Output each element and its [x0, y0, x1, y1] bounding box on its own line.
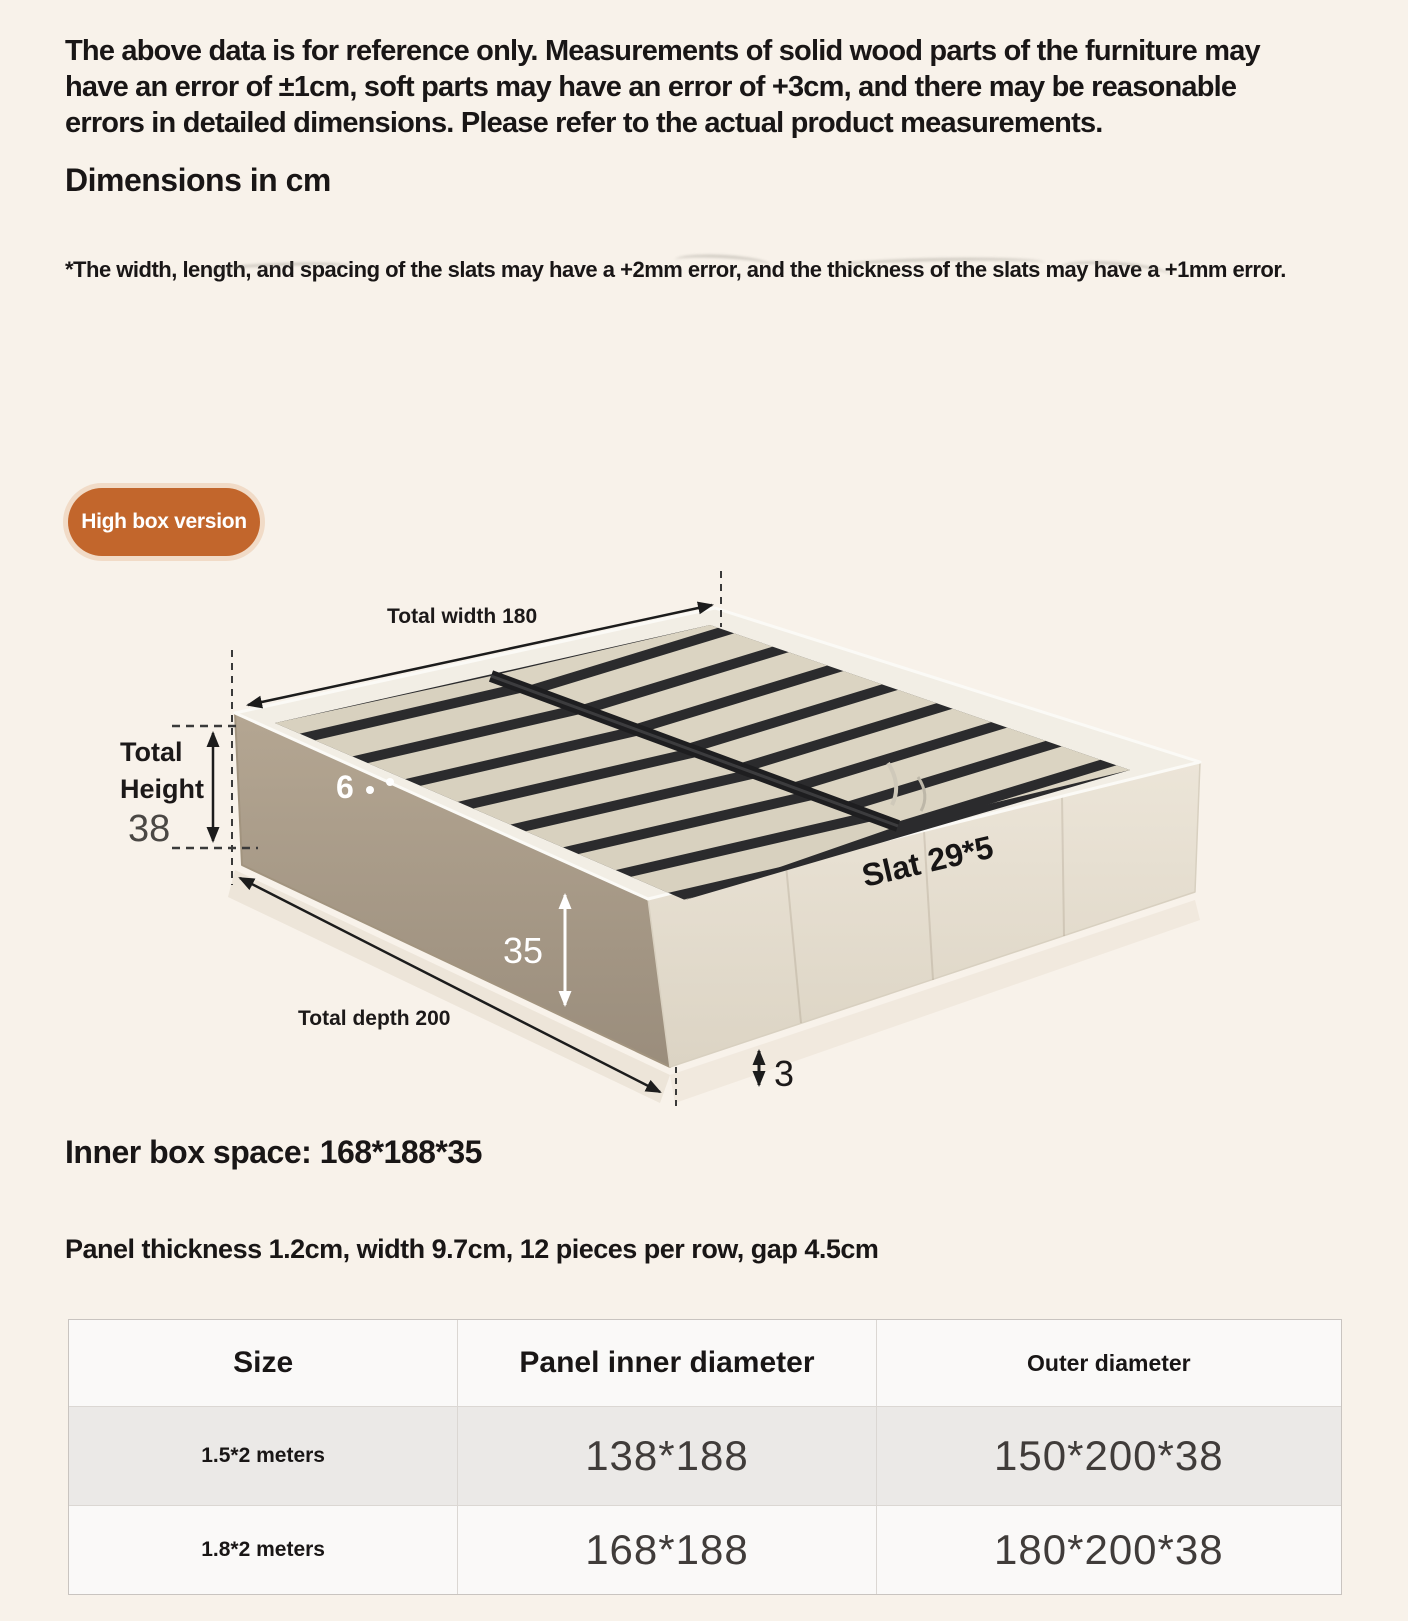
leader-dot	[366, 786, 374, 794]
slat-tolerance-note: *The width, length, and spacing of the slats may have a +2mm error, and the thickness of the slats may have a +1mm error.	[65, 257, 1286, 282]
total-height-label-1: Total	[120, 737, 183, 767]
header-size: Size	[69, 1320, 458, 1406]
disclaimer-text	[65, 33, 1260, 141]
badge-label: High box version	[81, 510, 247, 533]
header-outer-diameter: Outer diameter	[1027, 1349, 1191, 1376]
leader-dot	[386, 778, 394, 786]
total-height-value: 38	[128, 808, 171, 850]
header-panel-inner-diameter: Panel inner diameter	[458, 1320, 876, 1406]
total-depth-label: Total depth 200	[298, 1007, 451, 1030]
panel-info-text: Panel thickness 1.2cm, width 9.7cm, 12 pieces per row, gap 4.5cm	[65, 1234, 879, 1264]
row-outer-diameter: 150*200*38	[994, 1432, 1224, 1479]
inner-box-space-text: Inner box space: 168*188*35	[65, 1134, 482, 1170]
rim-value: 6	[336, 769, 354, 805]
row-inner-diameter: 138*188	[458, 1407, 876, 1505]
total-width-label: Total width 180	[387, 605, 538, 628]
row-size: 1.5*2 meters	[69, 1407, 458, 1505]
table-row	[69, 1407, 1341, 1506]
inner-height-value: 35	[503, 930, 544, 971]
row-size: 1.8*2 meters	[69, 1506, 458, 1594]
row-inner-diameter: 168*188	[458, 1506, 876, 1594]
row-outer-diameter: 180*200*38	[994, 1526, 1224, 1573]
spec-table	[68, 1319, 1342, 1595]
base-gap-value: 3	[774, 1053, 795, 1094]
bed-diagram	[60, 555, 1240, 1135]
high-box-version-badge	[68, 488, 260, 556]
slat-size-label: Slat 29*5	[858, 828, 997, 894]
table-row	[69, 1506, 1341, 1594]
table-header-row	[69, 1320, 1341, 1407]
disclaimer-line-2: have an error of ±1cm, soft parts may have an error of +3cm, and there may be reasonable	[65, 71, 1237, 103]
disclaimer-line-3: errors in detailed dimensions. Please refer to the actual product measurements.	[65, 107, 1103, 139]
disclaimer-line-1: The above data is for reference only. Measurements of solid wood parts of the furniture may	[65, 35, 1260, 67]
dimensions-heading: Dimensions in cm	[65, 162, 331, 198]
total-height-label-2: Height	[120, 774, 204, 804]
